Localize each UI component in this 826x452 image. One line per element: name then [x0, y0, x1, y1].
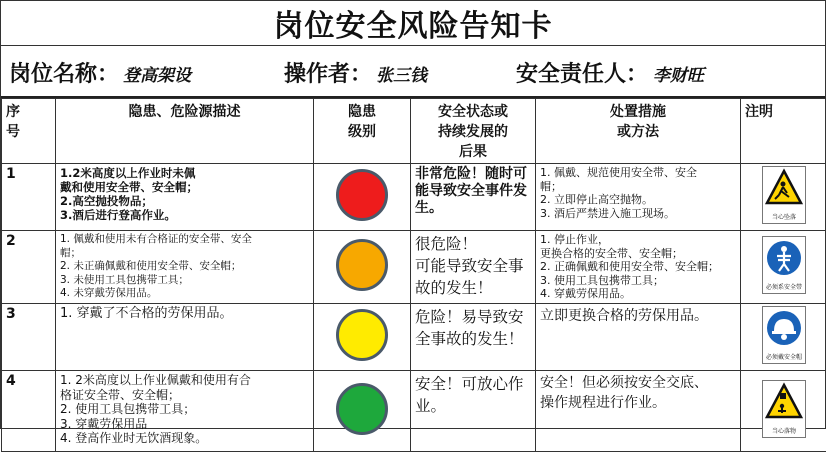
table-header-row [2, 99, 826, 164]
col-header-seq: 序 号 [2, 99, 56, 164]
row-seq: 2 [2, 231, 56, 304]
col-header-note: 注明 [741, 99, 826, 164]
caution-falling-objects-icon: 当心落物 [762, 380, 806, 438]
owner-label: 安全责任人： [516, 57, 648, 88]
row-level [314, 304, 411, 371]
caution-fall-icon: 当心坠落 [762, 166, 806, 224]
row-state: 很危险！ 可能导致安全事 故的发生！ [411, 231, 536, 304]
row-state: 危险！易导致安 全事故的发生！ [411, 304, 536, 371]
table-row [2, 164, 826, 231]
table-row [2, 304, 826, 371]
operator-label: 操作者： [284, 57, 372, 88]
post-value: 登高架设 [123, 61, 191, 86]
row-measures: 1. 停止作业， 更换合格的安全带、安全帽； 2. 正确佩戴和使用安全带、安全帽； 3. 使用工具包携带工具； 4. 穿戴劳保用品。 [536, 231, 741, 304]
row-note [741, 164, 826, 231]
row-note [741, 304, 826, 371]
col-header-measures: 处置措施 或方法 [536, 99, 741, 164]
row-seq: 4 [2, 371, 56, 452]
info-row [1, 46, 825, 98]
col-header-hazard: 隐患、危险源描述 [56, 99, 314, 164]
row-note [741, 371, 826, 452]
row-hazard: 1. 佩戴和使用未有合格证的安全带、安全 帽； 2. 未正确佩戴和使用安全带、安全帽； 3. 未使用工具包携带工具； 4. 未穿戴劳保用品。 [56, 231, 314, 304]
green-level-indicator [336, 383, 388, 435]
card-title: 岗位安全风险告知卡 [274, 1, 553, 45]
owner-value: 李财旺 [653, 61, 704, 86]
title-row [1, 1, 825, 46]
operator-value: 张三钱 [376, 61, 427, 86]
row-state: 非常危险！随时可 能导致安全事件发 生。 [411, 164, 536, 231]
row-hazard: 1. 穿戴了不合格的劳保用品。 [56, 304, 314, 371]
risk-table [1, 98, 826, 452]
row-level [314, 231, 411, 304]
table-row [2, 231, 826, 304]
yellow-level-indicator [336, 309, 388, 361]
row-hazard: 1.2米高度以上作业时未佩 戴和使用安全带、安全帽； 2.高空抛投物品； 3.酒后进行登高作业。 [56, 164, 314, 231]
red-level-indicator [336, 169, 388, 221]
col-header-level: 隐患 级别 [314, 99, 411, 164]
row-level [314, 164, 411, 231]
row-measures: 立即更换合格的劳保用品。 [536, 304, 741, 371]
row-measures: 安全！但必须按安全交底、 操作规程进行作业。 [536, 371, 741, 452]
row-measures: 1. 佩戴、规范使用安全带、安全 帽； 2. 立即停止高空抛物。 3. 酒后严禁进入施工现场。 [536, 164, 741, 231]
row-hazard: 1. 2米高度以上作业佩戴和使用有合 格证安全带、安全帽； 2. 使用工具包携带工具； 3. 穿戴劳保用品 4. 登高作业时无饮酒现象。 [56, 371, 314, 452]
row-seq: 3 [2, 304, 56, 371]
col-header-state: 安全状态或 持续发展的 后果 [411, 99, 536, 164]
table-row [2, 371, 826, 452]
row-note [741, 231, 826, 304]
row-state: 安全！可放心作 业。 [411, 371, 536, 452]
orange-level-indicator [336, 239, 388, 291]
post-label: 岗位名称： [9, 57, 119, 88]
must-wear-helmet-icon: 必须戴安全帽 [762, 306, 806, 364]
row-level [314, 371, 411, 452]
must-wear-belt-icon: 必须系安全带 [762, 236, 806, 294]
row-seq: 1 [2, 164, 56, 231]
